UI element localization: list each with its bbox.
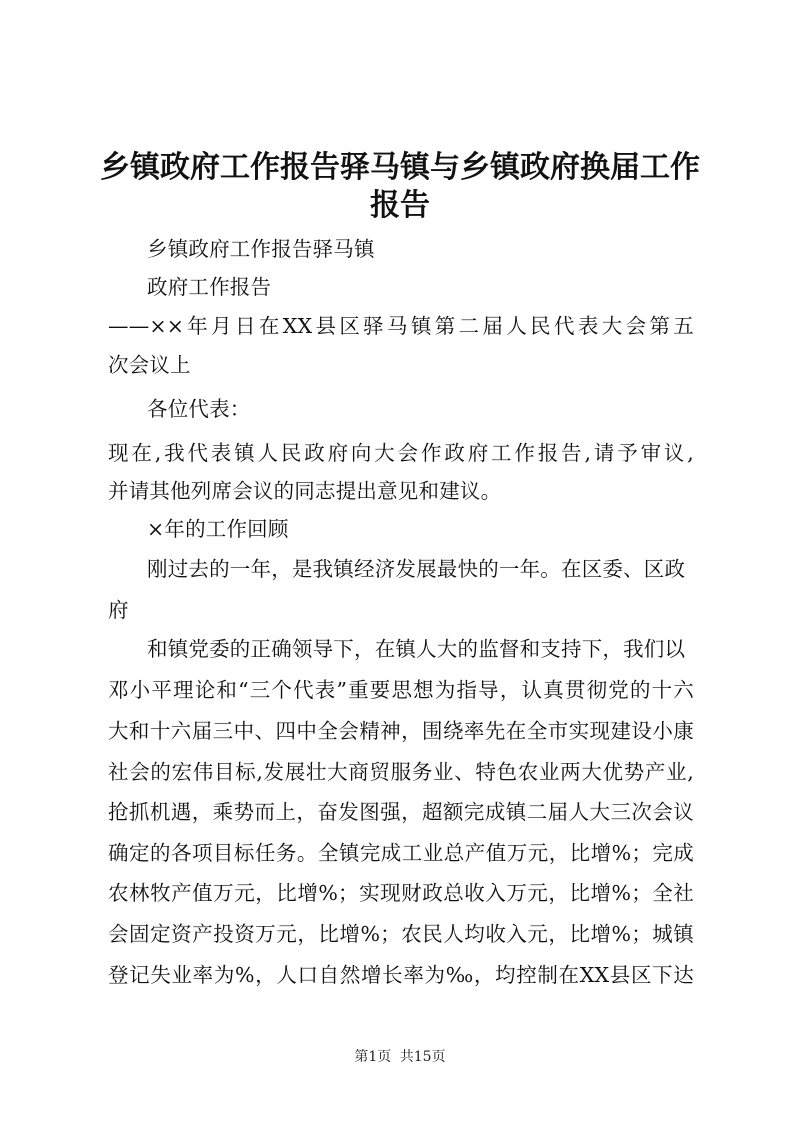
page-total: 共15页: [399, 1049, 446, 1065]
paragraph-line: 并请其他列席会议的同志提出意见和建议。: [108, 479, 502, 503]
page-footer: [0, 1047, 800, 1067]
paragraph-line: 登记失业率为%，人口自然增长率为‰，均控制在XX县区下达: [108, 963, 694, 987]
paragraph-line: 社会的宏伟目标,发展壮大商贸服务业、特色农业两大优势产业,: [108, 760, 694, 784]
paragraph-line: 会固定资产投资万元，比增%；农民人均收入元，比增%；城镇: [108, 922, 694, 946]
paragraph-line: 邓小平理论和“三个代表”重要思想为指导，认真贯彻党的十六: [108, 678, 694, 702]
section-heading-line: ×年的工作回顾: [147, 517, 289, 541]
paragraph-line: 刚过去的一年，是我镇经济发展最快的一年。在区委、区政: [147, 557, 686, 581]
subtitle-line: 乡镇政府工作报告驿马镇: [147, 237, 375, 261]
paragraph-line: 抢抓机遇，乘势而上，奋发图强，超额完成镇二届人大三次会议: [108, 800, 694, 824]
paragraph-line: 现在,我代表镇人民政府向大会作政府工作报告,请予审议,: [108, 441, 694, 465]
subtitle-line: 政府工作报告: [147, 275, 272, 299]
paragraph-line: 和镇党委的正确领导下，在镇人大的监督和支持下，我们以: [147, 637, 686, 661]
paragraph-line: 次会议上: [108, 353, 191, 377]
paragraph-line: ——××年月日在XX县区驿马镇第二届人民代表大会第五: [108, 314, 694, 338]
salutation-line: 各位代表：: [147, 397, 251, 421]
paragraph-line: 农林牧产值万元，比增%；实现财政总收入万元，比增%；全社: [108, 881, 694, 905]
paragraph-line: 府: [108, 598, 129, 622]
page-number: 第1页: [354, 1049, 392, 1065]
paragraph-line: 确定的各项目标任务。全镇完成工业总产值万元，比增%；完成: [108, 841, 694, 865]
document-title-line-2: 报告: [370, 188, 430, 223]
document-title-line-1: 乡镇政府工作报告驿马镇与乡镇政府换届工作: [100, 150, 700, 185]
paragraph-line: 大和十六届三中、四中全会精神，围绕率先在全市实现建设小康: [108, 719, 694, 743]
